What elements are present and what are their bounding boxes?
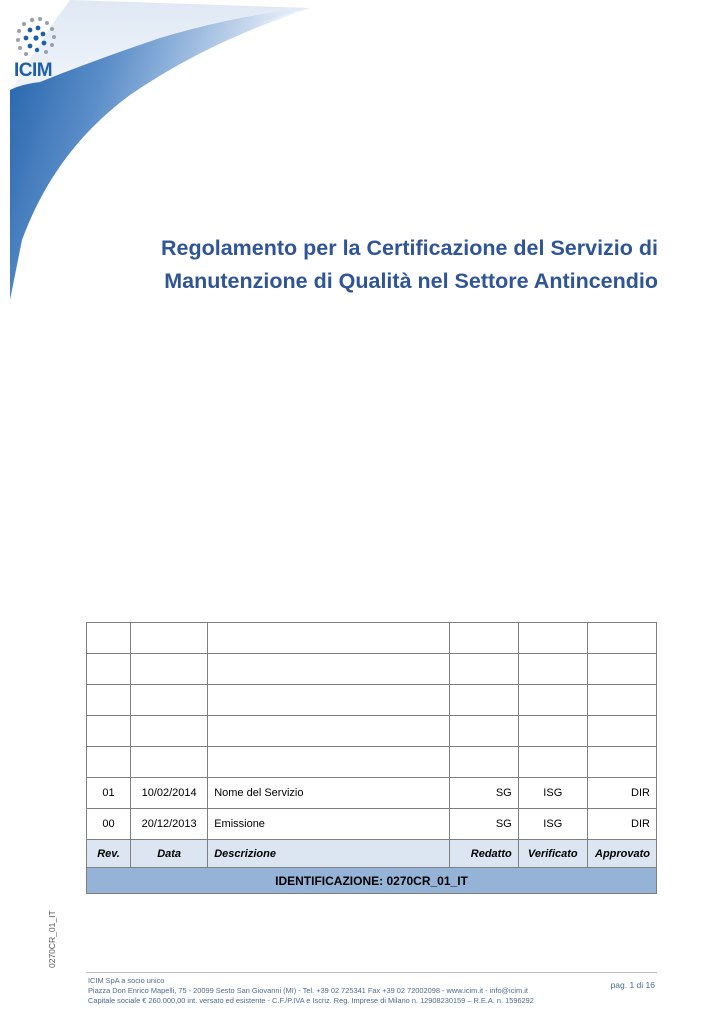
approved-cell: DIR xyxy=(587,809,656,840)
approved-cell: DIR xyxy=(587,778,656,809)
header-date: Data xyxy=(131,840,208,868)
drafted-cell: SG xyxy=(449,809,518,840)
description-cell: Nome del Servizio xyxy=(208,778,449,809)
title-line-1: Regolamento per la Certificazione del Servizio di xyxy=(160,236,658,260)
identification-row xyxy=(87,868,657,894)
footer-line-3: Capitale sociale € 260.000,00 int. versato ed esistente - C.F./P.IVA e Iscriz. Reg. Imprese di Milano n. 12908230159 – R.E.A. n. 1596292 xyxy=(88,996,534,1005)
rev-cell: 01 xyxy=(87,778,131,809)
table-row-empty xyxy=(87,654,657,685)
table-row xyxy=(87,809,657,840)
date-cell: 20/12/2013 xyxy=(131,809,208,840)
document-title xyxy=(150,232,658,298)
logo-wordmark: ICIM xyxy=(14,60,53,81)
table-header-row xyxy=(87,840,657,868)
footer-line-2: Piazza Don Enrico Mapelli, 75 - 20099 Sesto San Giovanni (MI) - Tel. +39 02 725341 Fax +39 02 72002098 - www.icim.it - info@icim.it xyxy=(88,986,528,995)
date-cell: 10/02/2014 xyxy=(131,778,208,809)
footer-company-info xyxy=(88,976,534,1006)
page-number: pag. 1 di 16 xyxy=(610,980,655,990)
footer-line-1: ICIM SpA a socio unico xyxy=(88,976,165,985)
header-verified: Verificato xyxy=(518,840,587,868)
header-approved: Approvato xyxy=(587,840,656,868)
verified-cell: ISG xyxy=(518,809,587,840)
drafted-cell: SG xyxy=(449,778,518,809)
header-drafted: Redatto xyxy=(449,840,518,868)
verified-cell: ISG xyxy=(518,778,587,809)
revision-table xyxy=(86,622,657,894)
identification-label: IDENTIFICAZIONE: 0270CR_01_IT xyxy=(87,868,657,894)
table-row-empty xyxy=(87,685,657,716)
description-cell: Emissione xyxy=(208,809,449,840)
table-row-empty xyxy=(87,747,657,778)
table-row-empty xyxy=(87,623,657,654)
title-line-2: Manutenzione di Qualità nel Settore Antincendio xyxy=(164,269,658,293)
rev-cell: 00 xyxy=(87,809,131,840)
footer-divider xyxy=(86,972,657,973)
table-row-empty xyxy=(87,716,657,747)
table-row xyxy=(87,778,657,809)
header-rev: Rev. xyxy=(87,840,131,868)
header-description: Descrizione xyxy=(208,840,449,868)
document-code-vertical: 0270CR_01_IT xyxy=(47,910,57,968)
